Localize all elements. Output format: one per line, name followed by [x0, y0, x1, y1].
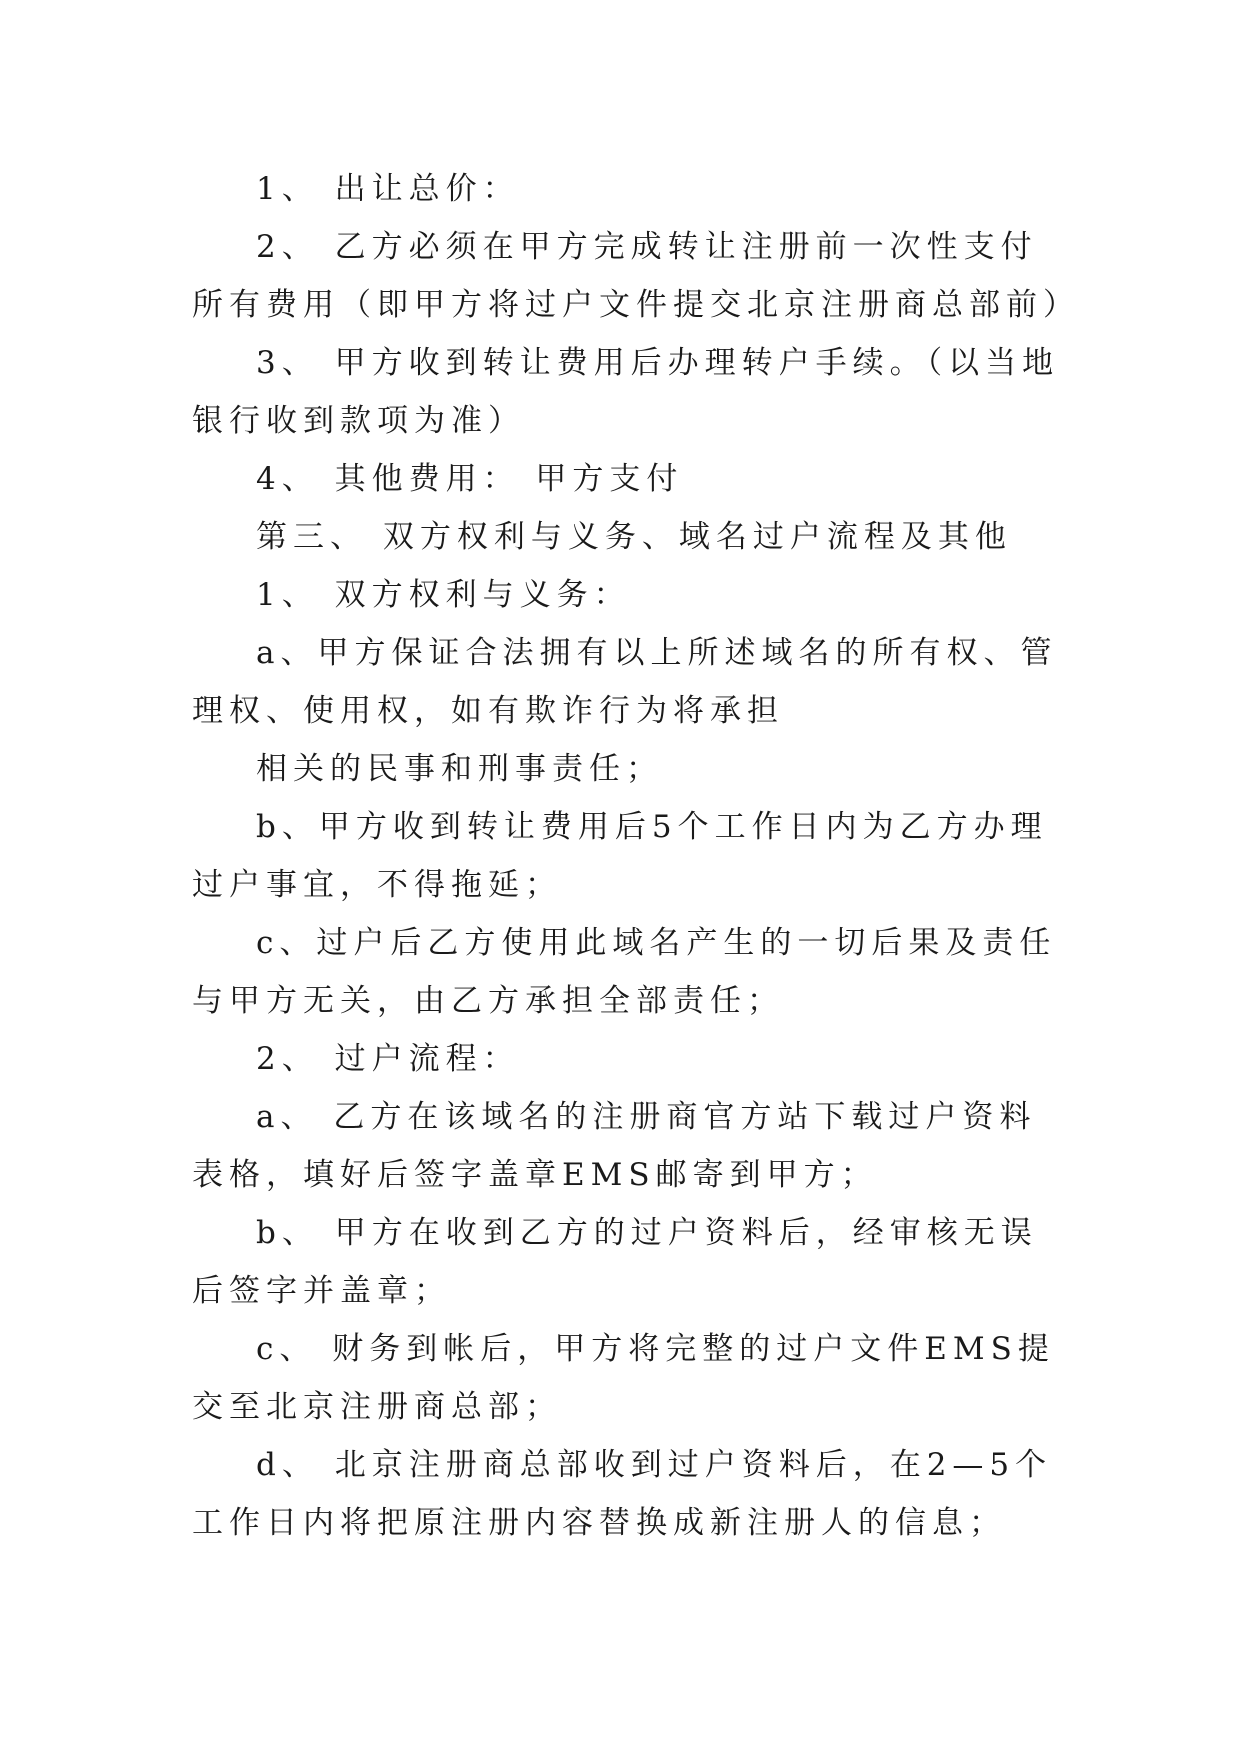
paragraph-total-price: 1、 出让总价： — [256, 171, 520, 207]
paragraph-rights-obligations-title: 1、 双方权利与义务： — [256, 577, 631, 613]
paragraph-clause-a-ownership: a、甲方保证合法拥有以上所述域名的所有权、管理权、使用权，如有欺诈行为将承担 — [192, 635, 1058, 729]
paragraph-clause-c-liability: c、过户后乙方使用此域名产生的一切后果及责任与甲方无关，由乙方承担全部责任； — [192, 925, 1057, 1019]
paragraph-transfer-process-title: 2、 过户流程： — [256, 1041, 520, 1077]
paragraph-process-a: a、 乙方在该域名的注册商官方站下载过户资料表格，填好后签字盖章EMS邮寄到甲方； — [192, 1099, 1037, 1193]
section-heading-rights-obligations: 第三、 双方权利与义务、域名过户流程及其他 — [256, 519, 1012, 555]
paragraph-process-c: c、 财务到帐后，甲方将完整的过户文件EMS提交至北京注册商总部； — [192, 1331, 1055, 1425]
paragraph-process-d: d、 北京注册商总部收到过户资料后，在2—5个工作日内将把原注册内容替换成新注册人的信息； — [192, 1447, 1053, 1541]
paragraph-clause-a-continuation: 相关的民事和刑事责任； — [256, 751, 663, 787]
paragraph-clause-b-transfer-days: b、甲方收到转让费用后5个工作日内为乙方办理过户事宜，不得拖延； — [192, 809, 1048, 903]
paragraph-process-b: b、 甲方在收到乙方的过户资料后，经审核无误后签字并盖章； — [192, 1215, 1038, 1309]
paragraph-other-fees: 4、 其他费用： 甲方支付 — [256, 461, 684, 497]
paragraph-transfer-procedure: 3、 甲方收到转让费用后办理转户手续。（以当地银行收到款项为准） — [192, 345, 1060, 439]
document-body — [192, 160, 1080, 1552]
paragraph-payment-timing: 2、 乙方必须在甲方完成转让注册前一次性支付所有费用（即甲方将过户文件提交北京注册商总部前） — [192, 229, 1080, 323]
